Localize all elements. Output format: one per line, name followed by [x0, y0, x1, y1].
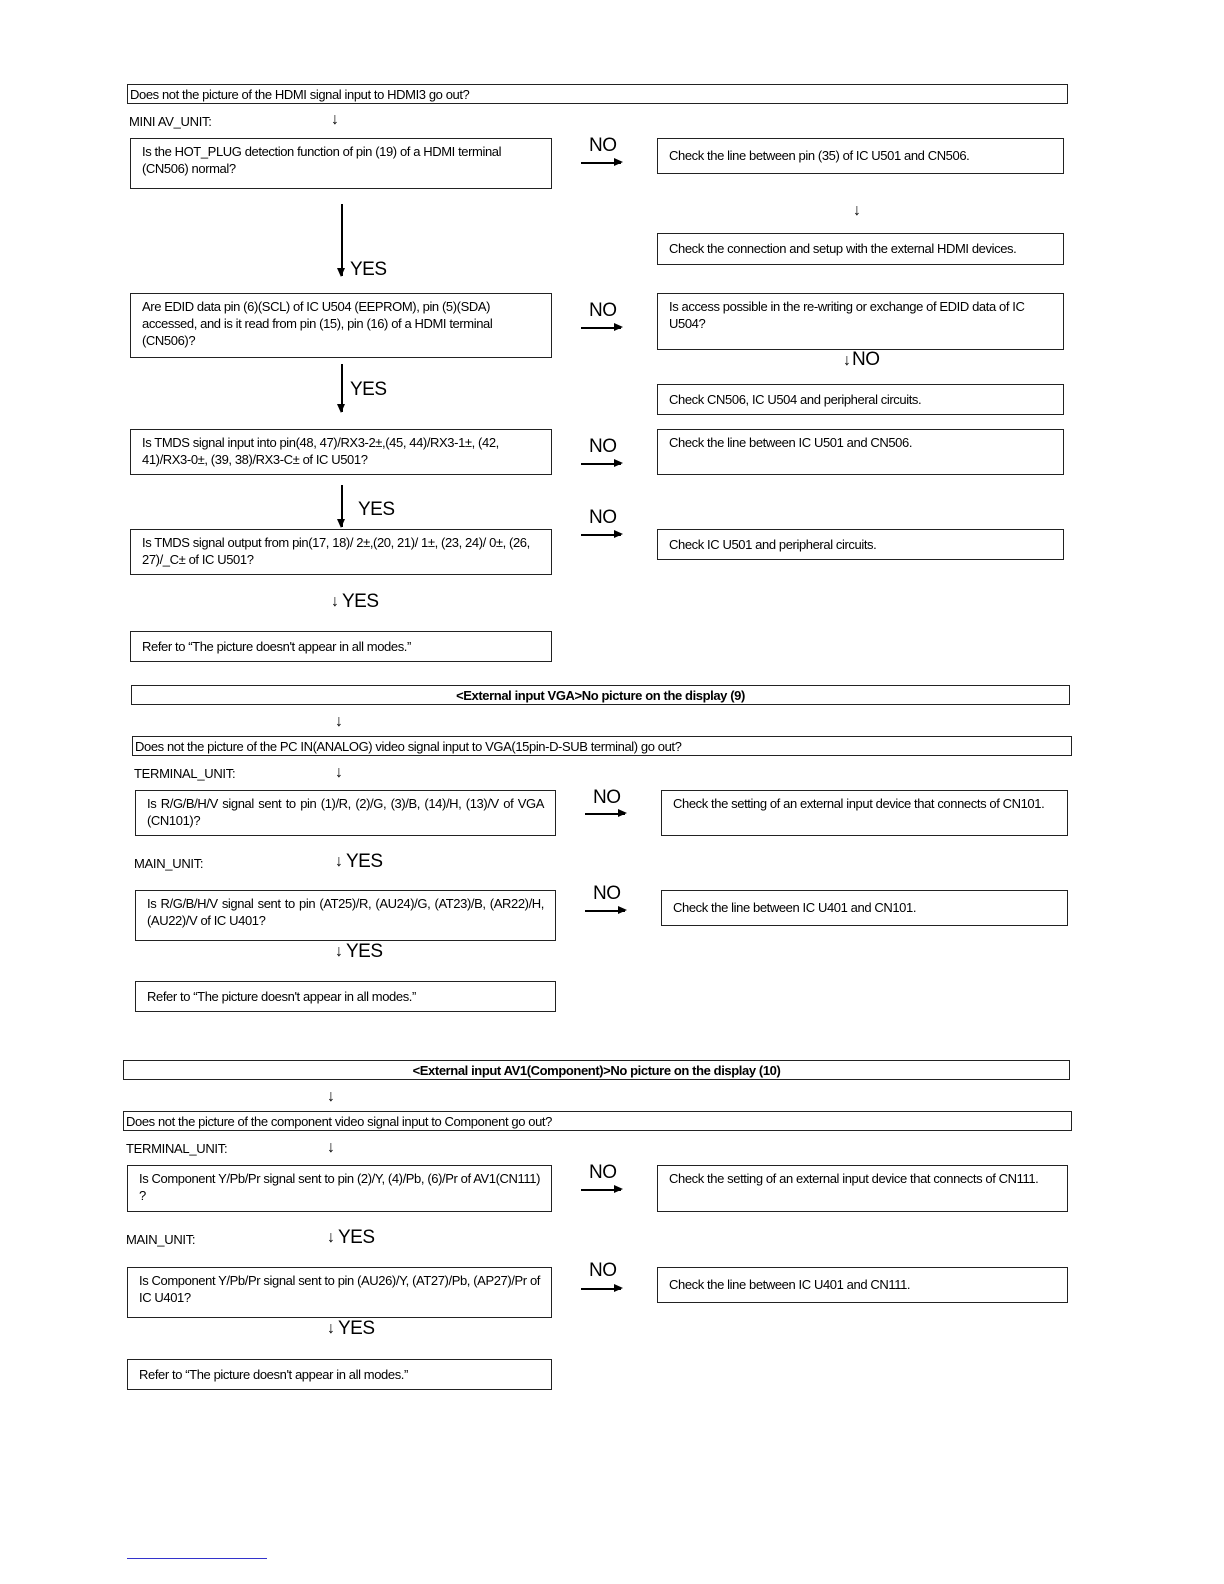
no-label: NO [589, 300, 617, 321]
no-arrow-icon [581, 463, 621, 465]
action-check-line-u401-cn111: Check the line between IC U401 and CN111. [657, 1267, 1068, 1303]
no-label: NO [593, 787, 621, 808]
vga-question-header: Does not the picture of the PC IN(ANALOG) video signal input to VGA(15pin-D-SUB terminal) go out? [132, 736, 1072, 756]
yes-label: YES [338, 1227, 375, 1248]
down-arrow-icon: ↓ [843, 352, 851, 369]
no-arrow-icon [581, 1189, 621, 1191]
component-question-header: Does not the picture of the component video signal input to Component go out? [123, 1111, 1072, 1131]
no-arrow-icon [585, 813, 625, 815]
no-arrow-icon [581, 162, 621, 164]
action-check-u501: Check IC U501 and peripheral circuits. [657, 529, 1064, 560]
section-title-vga: <External input VGA>No picture on the display (9) [131, 685, 1070, 705]
action-check-line-u401: Check the line between IC U401 and CN101. [661, 890, 1068, 926]
unit-label: TERMINAL_UNIT: [134, 766, 236, 781]
yes-label: YES [338, 1318, 375, 1339]
no-label: NO [852, 349, 880, 370]
yes-label: YES [350, 379, 387, 400]
yes-arrow-icon [341, 485, 343, 527]
action-check-cn506: Check CN506, IC U504 and peripheral circuits. [657, 384, 1064, 415]
no-arrow-icon [585, 910, 625, 912]
no-arrow-icon [581, 534, 621, 536]
no-arrow-icon [581, 327, 621, 329]
step-tmds-input: Is TMDS signal input into pin(48, 47)/RX3-2±,(45, 44)/RX3-1±, (42, 41)/RX3-0±, (39, 38)/RX3-C± of IC U501? [130, 429, 552, 475]
no-label: NO [593, 883, 621, 904]
no-label: NO [589, 135, 617, 156]
action-check-connection: Check the connection and setup with the external HDMI devices. [657, 233, 1064, 265]
no-label: NO [589, 507, 617, 528]
step-edid-access: Is access possible in the re-writing or exchange of EDID data of IC U504? [657, 293, 1064, 350]
down-arrow-icon: ↓ [327, 1320, 335, 1337]
no-label: NO [589, 1260, 617, 1281]
no-label: NO [589, 1162, 617, 1183]
action-check-line-u501: Check the line between IC U501 and CN506. [657, 429, 1064, 475]
down-arrow-icon: ↓ [853, 202, 861, 219]
step-component-cn111: Is Component Y/Pb/Pr signal sent to pin (2)/Y, (4)/Pb, (6)/Pr of AV1(CN111) ? [127, 1165, 552, 1212]
action-check-external-device: Check the setting of an external input device that connects of CN111. [657, 1165, 1068, 1212]
down-arrow-icon: ↓ [327, 1229, 335, 1246]
step-edid: Are EDID data pin (6)(SCL) of IC U504 (EEPROM), pin (5)(SDA) accessed, and is it read from pin (15), pin (16) of a HDMI terminal (CN506)? [130, 293, 552, 358]
no-arrow-icon [581, 1288, 621, 1290]
action-check-line-pin35: Check the line between pin (35) of IC U501 and CN506. [657, 138, 1064, 174]
hdmi-question-header: Does not the picture of the HDMI signal input to HDMI3 go out? [127, 84, 1068, 104]
action-check-external-device: Check the setting of an external input device that connects of CN101. [661, 790, 1068, 836]
step-vga-u401: Is R/G/B/H/V signal sent to pin (AT25)/R, (AU24)/G, (AT23)/B, (AR22)/H, (AU22)/V of IC U401? [135, 890, 556, 941]
down-arrow-icon: ↓ [335, 713, 343, 730]
step-vga-cn101: Is R/G/B/H/V signal sent to pin (1)/R, (2)/G, (3)/B, (14)/H, (13)/V of VGA (CN101)? [135, 790, 556, 836]
down-arrow-icon: ↓ [331, 111, 339, 128]
down-arrow-icon: ↓ [335, 764, 343, 781]
down-arrow-icon: ↓ [335, 943, 343, 960]
yes-arrow-icon [341, 364, 343, 412]
no-label: NO [589, 436, 617, 457]
section-title-component: <External input AV1(Component)>No picture on the display (10) [123, 1060, 1070, 1080]
down-arrow-icon: ↓ [335, 853, 343, 870]
unit-label: MAIN_UNIT: [126, 1232, 196, 1247]
unit-label: MAIN_UNIT: [134, 856, 204, 871]
refer-all-modes: Refer to “The picture doesn't appear in all modes.” [135, 981, 556, 1012]
yes-label: YES [346, 941, 383, 962]
refer-all-modes: Refer to “The picture doesn't appear in all modes.” [130, 631, 552, 662]
step-component-u401: Is Component Y/Pb/Pr signal sent to pin (AU26)/Y, (AT27)/Pb, (AP27)/Pr of IC U401? [127, 1267, 552, 1318]
step-tmds-output: Is TMDS signal output from pin(17, 18)/ 2±,(20, 21)/ 1±, (23, 24)/ 0±, (26, 27)/_C± of IC U501? [130, 529, 552, 575]
refer-all-modes: Refer to “The picture doesn't appear in all modes.” [127, 1359, 552, 1390]
down-arrow-icon: ↓ [331, 593, 339, 610]
step-hot-plug: Is the HOT_PLUG detection function of pin (19) of a HDMI terminal (CN506) normal? [130, 138, 552, 189]
down-arrow-icon: ↓ [327, 1088, 335, 1105]
yes-label: YES [358, 499, 395, 520]
yes-label: YES [346, 851, 383, 872]
yes-arrow-icon [341, 204, 343, 276]
down-arrow-icon: ↓ [327, 1139, 335, 1156]
unit-label: TERMINAL_UNIT: [126, 1141, 228, 1156]
yes-label: YES [350, 259, 387, 280]
footnote-divider [127, 1558, 267, 1559]
unit-label: MINI AV_UNIT: [129, 114, 212, 129]
yes-label: YES [342, 591, 379, 612]
